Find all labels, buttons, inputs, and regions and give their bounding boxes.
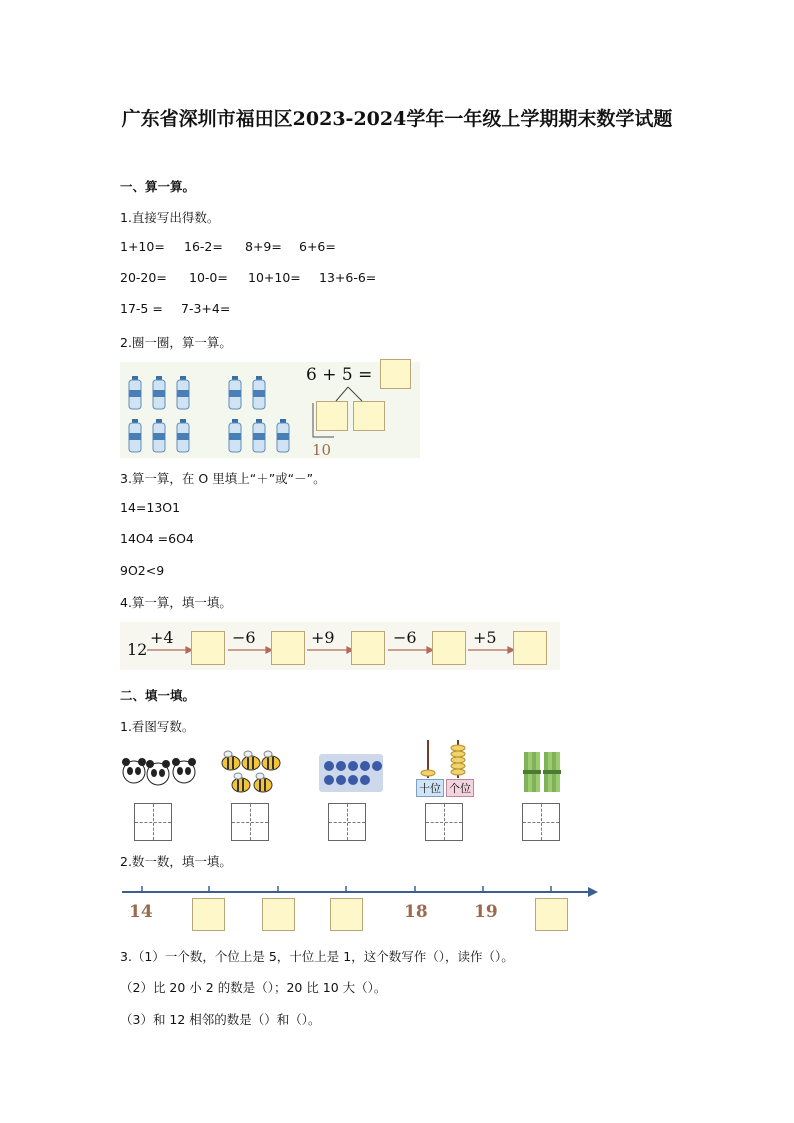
- q2-split-number: 10: [312, 441, 332, 459]
- q2-label: 2.圈一圈，算一算。: [120, 335, 232, 350]
- dot-card: [319, 754, 383, 792]
- q1-item: 10-0=: [189, 270, 228, 285]
- number-line-box[interactable]: [535, 898, 568, 931]
- page-title: 广东省深圳市福田区2023-2024学年一年级上学期期末数学试题: [121, 108, 673, 130]
- q4-op: +4: [150, 628, 174, 647]
- section-1-heading: 一、算一算。: [120, 179, 196, 194]
- abacus-ones-label: 个位: [446, 779, 474, 797]
- q4-answer-box[interactable]: [513, 631, 547, 665]
- s2-q3-line: （3）和 12 相邻的数是（）和（）。: [120, 1012, 321, 1027]
- q1-item: 10+10=: [248, 270, 301, 285]
- bee-icons: [222, 751, 280, 792]
- q4-op: −6: [393, 628, 417, 647]
- number-line-label: 18: [404, 902, 428, 922]
- q4-label: 4.算一算，填一填。: [120, 595, 232, 610]
- q1-item: 20-20=: [120, 270, 167, 285]
- q4-answer-box[interactable]: [432, 631, 466, 665]
- section-2-heading: 二、填一填。: [120, 688, 196, 703]
- q2-equation: 6 + 5 =: [306, 365, 373, 385]
- q1-item: 8+9=: [245, 239, 282, 254]
- number-line-box[interactable]: [262, 898, 295, 931]
- q1-item: 13+6-6=: [319, 270, 377, 285]
- q1-item: 17-5 =: [120, 301, 163, 316]
- abacus-icon: [421, 740, 465, 778]
- stick-bundle-icons: [523, 752, 561, 792]
- s2-q2-label: 2.数一数，填一填。: [120, 854, 232, 869]
- q4-op: −6: [232, 628, 256, 647]
- s2-q1-answer-grid[interactable]: [231, 803, 269, 841]
- q4-answer-box[interactable]: [191, 631, 225, 665]
- number-line-box[interactable]: [192, 898, 225, 931]
- q3-label: 3.算一算，在 O 里填上“＋”或“－”。: [120, 471, 326, 486]
- s2-q1-answer-grid[interactable]: [134, 803, 172, 841]
- s2-q1-answer-grid[interactable]: [425, 803, 463, 841]
- q4-start-number: 12: [127, 640, 148, 659]
- q1-item: 1+10=: [120, 239, 165, 254]
- s2-q3-line: （2）比 20 小 2 的数是（）；20 比 10 大（）。: [120, 980, 387, 995]
- q4-answer-box[interactable]: [351, 631, 385, 665]
- q1-label: 1.直接写出得数。: [120, 210, 220, 225]
- s2-q1-label: 1.看图写数。: [120, 719, 195, 734]
- number-line-label: 14: [129, 902, 153, 922]
- q4-op: +5: [473, 628, 497, 647]
- s2-q1-answer-grid[interactable]: [522, 803, 560, 841]
- q3-line: 9O2<9: [120, 563, 165, 578]
- q4-op: +9: [311, 628, 335, 647]
- q2-split-lines: [310, 385, 400, 443]
- number-line-label: 19: [474, 902, 498, 922]
- number-line-box[interactable]: [330, 898, 363, 931]
- panda-icons: [122, 758, 196, 785]
- abacus-tens-label: 十位: [416, 779, 444, 797]
- s2-q1-pictures: [118, 740, 578, 802]
- s2-q1-answer-grid[interactable]: [328, 803, 366, 841]
- q1-item: 7-3+4=: [181, 301, 231, 316]
- q3-line: 14=13O1: [120, 500, 181, 515]
- number-line: [120, 880, 600, 900]
- q3-line: 14O4 =6O4: [120, 531, 194, 546]
- q1-item: 16-2=: [184, 239, 223, 254]
- s2-q3-line: 3.（1）一个数，个位上是 5，十位上是 1，这个数写作（），读作（）。: [120, 949, 514, 964]
- q1-item: 6+6=: [299, 239, 336, 254]
- q4-answer-box[interactable]: [271, 631, 305, 665]
